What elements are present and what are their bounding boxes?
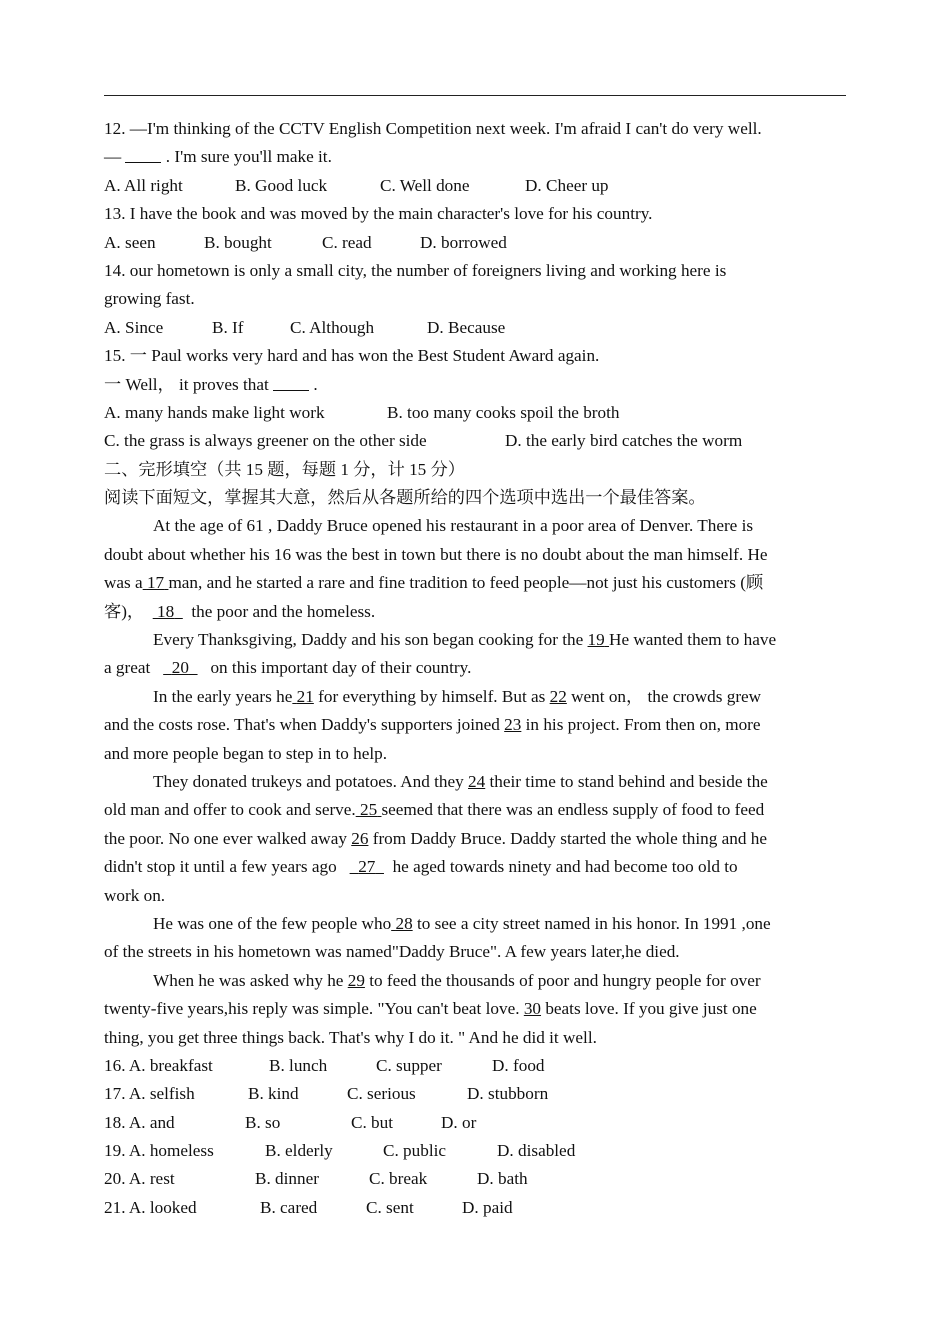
q12-reply: ― . I'm sure you'll make it. [104,147,332,167]
option-c: C. sent [366,1197,414,1217]
passage-line: twenty-five years,his reply was simple. "You can't beat love. 30 beats love. If you give just one [104,999,757,1019]
passage-line: the poor. No one ever walked away 26 from Daddy Bruce. Daddy started the whole thing and he [104,828,767,848]
option-c: C. serious [347,1084,416,1104]
option-d: D. the early bird catches the worm [505,431,743,451]
option-d: D. stubborn [467,1084,549,1104]
document-body [104,115,846,1222]
q14-stem-cont: growing fast. [104,289,195,309]
passage-line: old man and offer to cook and serve. 25 seemed that there was an endless supply of food to feed [104,800,765,820]
option-a: 17. A. selfish [104,1084,195,1104]
option-c: C. Although [290,317,375,337]
section-instruction: 阅读下面短文，掌握其大意，然后从各题所给的四个选项中选出一个最佳答案。 [104,488,706,508]
passage-line: was a 17 man, and he started a rare and fine tradition to feed people―not just his customers (顾 [104,573,764,593]
option-d: D. paid [462,1197,513,1217]
option-c: C. public [383,1141,447,1161]
answer-row-18 [104,1109,846,1137]
option-d: D. bath [477,1169,528,1189]
option-a: A. many hands make light work [104,402,325,422]
option-a: 20. A. rest [104,1169,175,1189]
passage-line: a great 20 on this important day of their country. [104,658,472,678]
option-b: B. cared [260,1197,318,1217]
answer-row-21 [104,1194,846,1222]
passage-line: of the streets in his hometown was named"Daddy Bruce". A few years later,he died. [104,942,680,962]
passage-line: When he was asked why he 29 to feed the thousands of poor and hungry people for over [153,970,761,990]
blank-22: 22 [549,686,567,706]
blank-27: 27 [358,857,376,877]
passage-line: 客)， 18 the poor and the homeless. [104,601,376,621]
answer-row-20 [104,1165,846,1193]
option-d: D. Because [427,317,506,337]
q14-stem: 14. our hometown is only a small city, the number of foreigners living and working here is [104,260,727,280]
blank-17: 17 [146,573,165,593]
blank-25: 25 [359,800,378,820]
answer-row-17 [104,1080,846,1108]
option-c: C. supper [376,1055,442,1075]
option-b: B. kind [248,1084,299,1104]
option-a: 19. A. homeless [104,1141,214,1161]
option-c: C. the grass is always greener on the other side [104,431,427,451]
passage-line: didn't stop it until a few years ago 27 he aged towards ninety and had become too old to [104,857,738,877]
option-b: B. bought [204,232,272,252]
q15-options-row1 [104,399,846,427]
blank-24: 24 [468,771,486,791]
passage-line: thing, you get three things back. That's why I do it. " And he did it well. [104,1027,597,1047]
option-d: D. disabled [497,1141,576,1161]
blank-29: 29 [347,970,365,990]
answer-row-19 [104,1137,846,1165]
passage-line: and more people began to step in to help. [104,743,388,763]
q15-stem: 15. 一 Paul works very hard and has won the Best Student Award again. [104,346,600,366]
q12-stem: 12. ―I'm thinking of the CCTV English Competition next week. I'm afraid I can't do very well. [104,119,762,138]
q13-options [104,229,846,257]
option-a: A. seen [104,232,156,252]
option-b: B. lunch [269,1055,328,1075]
blank-26: 26 [351,828,369,848]
option-c: C. break [369,1169,428,1189]
passage-line: At the age of 61 , Daddy Bruce opened his restaurant in a poor area of Denver. There is [153,516,754,536]
passage-line: He was one of the few people who 28 to see a city street named in his honor. In 1991 ,one [153,913,771,933]
option-d: D. borrowed [420,232,507,252]
option-d: D. Cheer up [525,175,609,195]
q15-reply: 一 Well， it proves that . [104,374,318,394]
passage-line: In the early years he 21 for everything by himself. But as 22 went on， the crowds grew [153,686,762,706]
blank-30: 30 [523,999,542,1019]
blank-23: 23 [504,715,522,735]
option-b: B. If [212,317,244,337]
option-a: 18. A. and [104,1112,175,1132]
q12-options [104,172,846,200]
option-d: D. or [441,1112,477,1132]
passage-line: doubt about whether his 16 was the best in town but there is no doubt about the man himself. He [104,544,768,564]
header-rule [104,95,846,96]
option-a: 21. A. looked [104,1197,197,1217]
blank-19: 19 [587,630,605,650]
q14-options [104,314,846,342]
q15-options-row2 [104,427,846,455]
option-d: D. food [492,1055,545,1075]
option-a: A. All right [104,175,183,195]
option-b: B. elderly [265,1141,333,1161]
option-b: B. Good luck [235,175,328,195]
option-b: B. dinner [255,1169,319,1189]
option-c: C. but [351,1112,394,1132]
passage-line: and the costs rose. That's when Daddy's supporters joined 23 in his project. From then on, more [104,715,761,735]
section-heading: 二、完形填空（共 15 题，每题 1 分，计 15 分） [104,459,465,479]
answer-row-16 [104,1052,846,1080]
blank-28: 28 [395,913,413,933]
passage-line: Every Thanksgiving, Daddy and his son began cooking for the 19 He wanted them to have [153,630,777,650]
option-a: 16. A. breakfast [104,1055,213,1075]
option-c: C. read [322,232,372,252]
option-b: B. too many cooks spoil the broth [387,402,620,422]
q15-blank [273,374,309,391]
option-a: A. Since [104,317,164,337]
q13-stem: 13. I have the book and was moved by the main character's love for his country. [104,204,653,224]
blank-18: 18 [157,601,175,621]
passage-line: work on. [104,885,166,905]
option-b: B. so [245,1112,281,1132]
option-c: C. Well done [380,175,470,195]
blank-21: 21 [296,686,314,706]
passage-line: They donated trukeys and potatoes. And they 24 their time to stand behind and beside the [153,771,768,791]
blank-20: 20 [171,658,189,678]
q12-blank [125,146,161,163]
